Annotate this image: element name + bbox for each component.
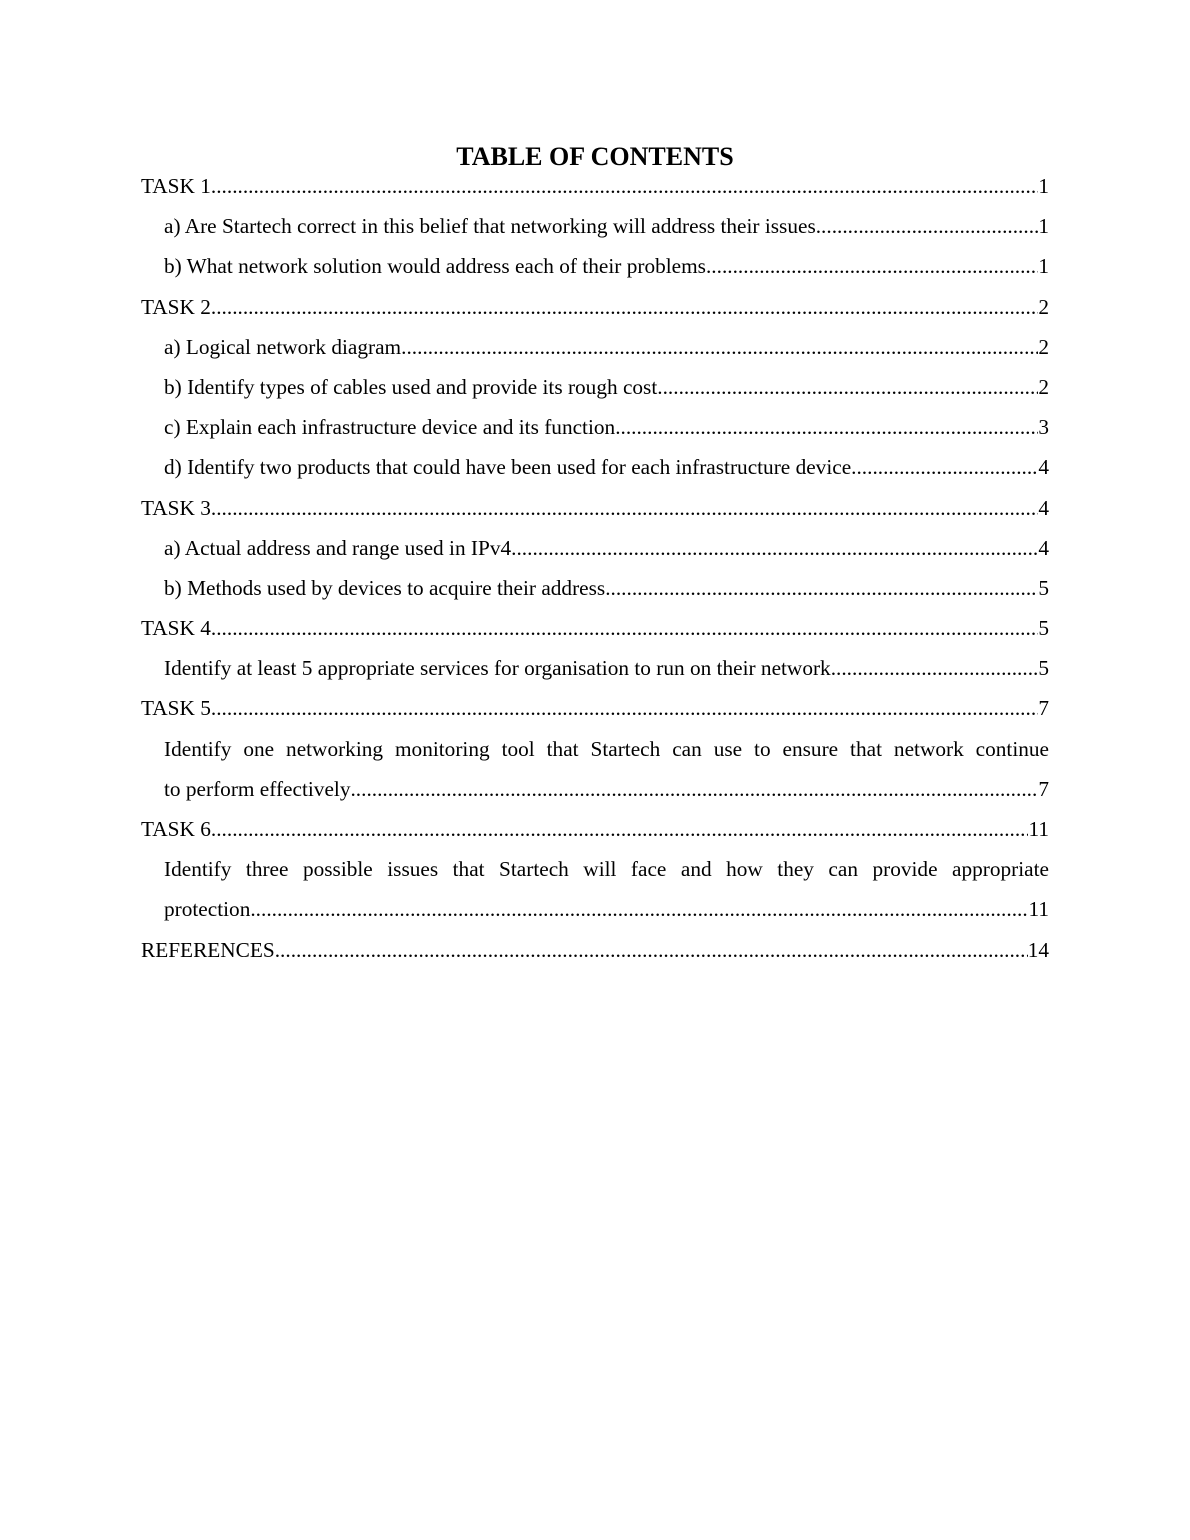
dot-leader xyxy=(211,166,1038,206)
toc-entry-label: TASK 1 xyxy=(141,174,211,198)
dot-leader xyxy=(657,367,1038,407)
toc-entry-label: TASK 5 xyxy=(141,696,211,721)
toc-page-number: 7 xyxy=(1038,696,1049,721)
toc-page-number: 1 xyxy=(1038,174,1049,198)
toc-entry-task-1[interactable] xyxy=(141,166,1049,206)
toc-entry-label-line1: Identify one networking monitoring tool that Startech can use to ensure that network continue xyxy=(164,736,1049,761)
toc-entry-label: b) Methods used by devices to acquire their address xyxy=(164,575,606,600)
toc-page-number: 4 xyxy=(1038,455,1049,480)
toc-page-number: 1 xyxy=(1038,254,1049,279)
toc-entry-label: a) Logical network diagram xyxy=(164,334,402,359)
dot-leader xyxy=(211,287,1038,327)
dot-leader xyxy=(275,930,1028,970)
toc-entry-task-2[interactable] xyxy=(141,287,1049,327)
toc-page-number: 2 xyxy=(1038,334,1049,359)
toc-entry-label: a) Are Startech correct in this belief that networking will address their issues xyxy=(164,214,816,239)
toc-entry-label: TASK 4 xyxy=(141,616,211,641)
toc-entry-task-2b[interactable] xyxy=(141,367,1049,407)
toc-entry-label: REFERENCES xyxy=(141,937,275,962)
toc-entry-label: TASK 6 xyxy=(141,817,211,841)
toc-entry-task-2d[interactable] xyxy=(141,447,1049,487)
dot-leader xyxy=(211,608,1038,648)
toc-entry-task-3a[interactable] xyxy=(141,528,1049,568)
toc-page-number: 4 xyxy=(1038,535,1049,560)
toc-entry-label: b) What network solution would address each of their problems xyxy=(164,254,706,279)
toc-page-number: 7 xyxy=(1038,776,1049,801)
dot-leader xyxy=(615,407,1038,447)
toc-page-number: 11 xyxy=(1028,817,1049,841)
toc-entry-task-2c[interactable] xyxy=(141,407,1049,447)
toc-page-number: 4 xyxy=(1038,495,1049,520)
dot-leader xyxy=(605,568,1038,608)
toc-entry-label: TASK 2 xyxy=(141,294,211,319)
dot-leader xyxy=(350,769,1038,809)
toc-page-number: 3 xyxy=(1038,415,1049,440)
dot-leader xyxy=(211,488,1038,528)
toc-entry-task-1b[interactable] xyxy=(141,246,1049,286)
toc-entry-label: to perform effectively xyxy=(164,776,351,801)
dot-leader xyxy=(511,528,1038,568)
toc-entry-label: a) Actual address and range used in IPv4 xyxy=(164,535,512,560)
toc-page-number: 2 xyxy=(1038,294,1049,319)
toc-entry-label: c) Explain each infrastructure device and its function xyxy=(164,415,616,440)
toc-entry-label: b) Identify types of cables used and provide its rough cost xyxy=(164,374,658,399)
toc-entry-task-4[interactable] xyxy=(141,608,1049,648)
dot-leader xyxy=(211,688,1038,728)
toc-page-number: 11 xyxy=(1028,897,1049,922)
toc-entry-label-line1: Identify three possible issues that Startech will face and how they can provide appropriate xyxy=(164,857,1049,882)
toc-entry-task-5[interactable] xyxy=(141,688,1049,728)
toc-page-number: 5 xyxy=(1038,616,1049,641)
toc-entry-task-4-services[interactable] xyxy=(141,648,1049,688)
dot-leader xyxy=(211,809,1029,849)
toc-entry-references[interactable] xyxy=(141,930,1049,970)
toc-entry-label: protection xyxy=(164,897,251,922)
dot-leader xyxy=(706,246,1038,286)
toc-entry-task-2a[interactable] xyxy=(141,327,1049,367)
toc-entry-task-6[interactable] xyxy=(141,809,1049,849)
toc-page-number: 5 xyxy=(1038,656,1049,681)
toc-entry-task-6-issues[interactable] xyxy=(141,849,1049,929)
toc-entry-label: d) Identify two products that could have been used for each infrastructure device xyxy=(164,455,852,480)
toc-entry-task-1a[interactable] xyxy=(141,206,1049,246)
dot-leader xyxy=(851,447,1038,487)
toc-page-number: 1 xyxy=(1038,214,1049,239)
toc-page-number: 5 xyxy=(1038,575,1049,600)
toc-entry-label: TASK 3 xyxy=(141,495,211,520)
toc-entry-task-3[interactable] xyxy=(141,488,1049,528)
toc-page-number: 2 xyxy=(1038,374,1049,399)
dot-leader xyxy=(831,648,1039,688)
dot-leader xyxy=(401,327,1038,367)
toc-title: TABLE OF CONTENTS xyxy=(456,142,734,171)
toc-page-number: 14 xyxy=(1027,937,1049,962)
dot-leader xyxy=(816,206,1039,246)
dot-leader xyxy=(250,889,1028,929)
toc-entry-label: Identify at least 5 appropriate services for organisation to run on their network xyxy=(164,656,831,681)
toc-entry-task-5-monitoring[interactable] xyxy=(141,729,1049,809)
toc-list xyxy=(141,166,1049,970)
toc-entry-task-3b[interactable] xyxy=(141,568,1049,608)
